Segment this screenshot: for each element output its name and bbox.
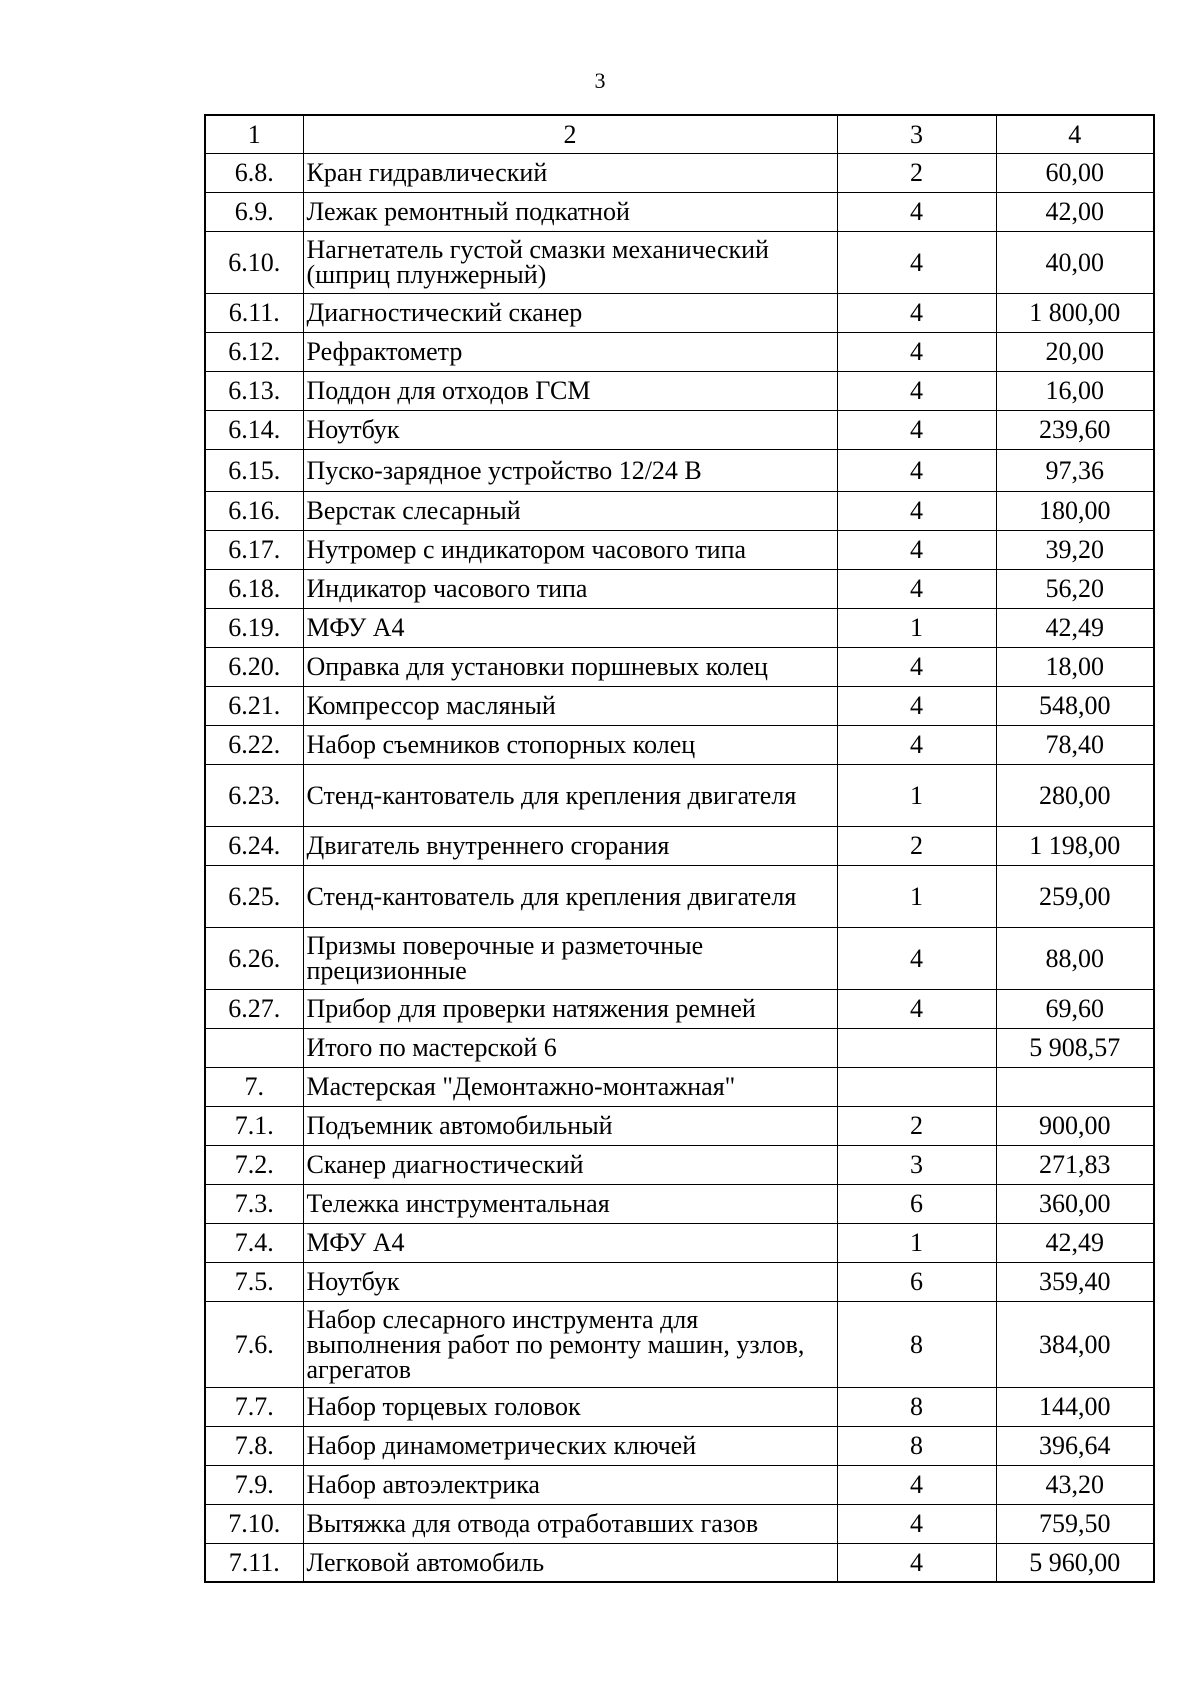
row-quantity-cell: 4: [837, 647, 996, 686]
row-number-cell: 6.21.: [205, 686, 303, 725]
row-number-cell: 6.8.: [205, 153, 303, 192]
row-number-cell: 6.23.: [205, 764, 303, 826]
row-amount-cell: 16,00: [996, 371, 1154, 410]
row-amount-cell: 280,00: [996, 764, 1154, 826]
row-number-cell: 6.16.: [205, 491, 303, 530]
row-quantity-cell: 2: [837, 153, 996, 192]
row-number-cell: 7.5.: [205, 1262, 303, 1301]
row-amount-cell: 56,20: [996, 569, 1154, 608]
row-quantity-cell: 8: [837, 1387, 996, 1426]
row-name-cell: Легковой автомобиль: [303, 1543, 837, 1582]
row-amount-cell: 180,00: [996, 491, 1154, 530]
row-number-cell: 7.3.: [205, 1184, 303, 1223]
row-name-cell: Лежак ремонтный подкатной: [303, 192, 837, 231]
row-name-cell: Рефрактометр: [303, 332, 837, 371]
row-quantity-cell: 4: [837, 1504, 996, 1543]
table-row: [205, 1504, 1154, 1543]
row-quantity-cell: 4: [837, 1465, 996, 1504]
table-row: [205, 865, 1154, 927]
row-quantity-cell: 8: [837, 1301, 996, 1387]
row-number-cell: 7.9.: [205, 1465, 303, 1504]
table-row: [205, 608, 1154, 647]
row-number-cell: 6.17.: [205, 530, 303, 569]
row-quantity-cell: 4: [837, 989, 996, 1028]
row-quantity-cell: 6: [837, 1184, 996, 1223]
table-row: [205, 686, 1154, 725]
row-amount-cell: 42,49: [996, 608, 1154, 647]
row-amount-cell: 97,36: [996, 449, 1154, 491]
table-body: [205, 115, 1154, 1582]
page-number: 3: [594, 68, 606, 93]
row-quantity-cell: 1: [837, 608, 996, 647]
row-quantity-cell: 8: [837, 1426, 996, 1465]
row-name-cell: Призмы поверочные и разметочные прецизионные: [303, 927, 837, 989]
row-name-cell: Стенд-кантователь для крепления двигателя: [303, 764, 837, 826]
row-amount-cell: 43,20: [996, 1465, 1154, 1504]
table-header-row: [205, 115, 1154, 153]
row-amount-cell: 759,50: [996, 1504, 1154, 1543]
row-quantity-cell: 4: [837, 530, 996, 569]
row-name-cell: Подъемник автомобильный: [303, 1106, 837, 1145]
row-name-cell: Набор слесарного инструмента для выполнения работ по ремонту машин, узлов, агрегатов: [303, 1301, 837, 1387]
row-number-cell: 6.26.: [205, 927, 303, 989]
row-name-cell: Набор съемников стопорных колец: [303, 725, 837, 764]
row-number-cell: 6.18.: [205, 569, 303, 608]
row-quantity-cell: 4: [837, 927, 996, 989]
row-amount-cell: 5 960,00: [996, 1543, 1154, 1582]
row-number-cell: 6.20.: [205, 647, 303, 686]
row-amount-cell: 384,00: [996, 1301, 1154, 1387]
row-number-cell: 7.: [205, 1067, 303, 1106]
row-number-cell: 6.25.: [205, 865, 303, 927]
row-quantity-cell: 4: [837, 192, 996, 231]
table-row: [205, 927, 1154, 989]
row-number-cell: 7.11.: [205, 1543, 303, 1582]
row-name-cell: МФУ А4: [303, 1223, 837, 1262]
row-quantity-cell: 2: [837, 826, 996, 865]
row-number-cell: 6.10.: [205, 231, 303, 293]
table-row: [205, 725, 1154, 764]
row-amount-cell: 42,00: [996, 192, 1154, 231]
row-amount-cell: 1 800,00: [996, 293, 1154, 332]
row-number-cell: 6.14.: [205, 410, 303, 449]
header-cell-2: 2: [303, 115, 837, 153]
row-number-cell: 7.4.: [205, 1223, 303, 1262]
table-row: [205, 764, 1154, 826]
row-name-cell: Прибор для проверки натяжения ремней: [303, 989, 837, 1028]
table-row: [205, 1067, 1154, 1106]
table-row: [205, 1145, 1154, 1184]
table-row: [205, 293, 1154, 332]
table-row: [205, 491, 1154, 530]
row-quantity-cell: 1: [837, 865, 996, 927]
table-row: [205, 1465, 1154, 1504]
row-name-cell: Нутромер с индикатором часового типа: [303, 530, 837, 569]
row-name-cell: Ноутбук: [303, 1262, 837, 1301]
row-number-cell: 6.19.: [205, 608, 303, 647]
row-number-cell: 7.6.: [205, 1301, 303, 1387]
row-quantity-cell: 4: [837, 293, 996, 332]
row-number-cell: 6.11.: [205, 293, 303, 332]
row-name-cell: Стенд-кантователь для крепления двигателя: [303, 865, 837, 927]
header-cell-1: 1: [205, 115, 303, 153]
row-name-cell: МФУ А4: [303, 608, 837, 647]
row-name-cell: Ноутбук: [303, 410, 837, 449]
table-row: [205, 192, 1154, 231]
row-amount-cell: 144,00: [996, 1387, 1154, 1426]
table-row: [205, 569, 1154, 608]
row-amount-cell: 239,60: [996, 410, 1154, 449]
row-amount-cell: 900,00: [996, 1106, 1154, 1145]
row-amount-cell: [996, 1067, 1154, 1106]
table-row: [205, 826, 1154, 865]
row-quantity-cell: 4: [837, 491, 996, 530]
table-row: [205, 1262, 1154, 1301]
table-row: [205, 1184, 1154, 1223]
table-row: [205, 989, 1154, 1028]
row-amount-cell: 20,00: [996, 332, 1154, 371]
row-amount-cell: 88,00: [996, 927, 1154, 989]
row-name-cell: Оправка для установки поршневых колец: [303, 647, 837, 686]
row-amount-cell: 69,60: [996, 989, 1154, 1028]
table-row: [205, 1223, 1154, 1262]
row-quantity-cell: 2: [837, 1106, 996, 1145]
row-name-cell: Нагнетатель густой смазки механический (шприц плунжерный): [303, 231, 837, 293]
row-name-cell: Компрессор масляный: [303, 686, 837, 725]
row-quantity-cell: 4: [837, 1543, 996, 1582]
table-row: [205, 1387, 1154, 1426]
row-amount-cell: 42,49: [996, 1223, 1154, 1262]
row-quantity-cell: 4: [837, 725, 996, 764]
row-quantity-cell: 1: [837, 764, 996, 826]
row-number-cell: 7.10.: [205, 1504, 303, 1543]
table-row: [205, 647, 1154, 686]
row-quantity-cell: 4: [837, 569, 996, 608]
row-number-cell: 6.24.: [205, 826, 303, 865]
row-quantity-cell: 4: [837, 449, 996, 491]
row-amount-cell: 359,40: [996, 1262, 1154, 1301]
row-number-cell: [205, 1028, 303, 1067]
row-amount-cell: 396,64: [996, 1426, 1154, 1465]
row-amount-cell: 60,00: [996, 153, 1154, 192]
row-amount-cell: 360,00: [996, 1184, 1154, 1223]
row-quantity-cell: 4: [837, 686, 996, 725]
row-name-cell: Итого по мастерской 6: [303, 1028, 837, 1067]
table-row: [205, 1028, 1154, 1067]
row-name-cell: Набор торцевых головок: [303, 1387, 837, 1426]
header-cell-4: 4: [996, 115, 1154, 153]
table-row: [205, 371, 1154, 410]
table-row: [205, 231, 1154, 293]
table-row: [205, 449, 1154, 491]
row-name-cell: Пуско-зарядное устройство 12/24 В: [303, 449, 837, 491]
row-name-cell: Кран гидравлический: [303, 153, 837, 192]
row-name-cell: Вытяжка для отвода отработавших газов: [303, 1504, 837, 1543]
row-amount-cell: 18,00: [996, 647, 1154, 686]
header-cell-3: 3: [837, 115, 996, 153]
row-number-cell: 6.22.: [205, 725, 303, 764]
row-amount-cell: 39,20: [996, 530, 1154, 569]
table-row: [205, 332, 1154, 371]
row-quantity-cell: 6: [837, 1262, 996, 1301]
row-amount-cell: 1 198,00: [996, 826, 1154, 865]
row-name-cell: Набор динамометрических ключей: [303, 1426, 837, 1465]
row-name-cell: Верстак слесарный: [303, 491, 837, 530]
row-amount-cell: 5 908,57: [996, 1028, 1154, 1067]
row-amount-cell: 548,00: [996, 686, 1154, 725]
row-quantity-cell: 1: [837, 1223, 996, 1262]
row-name-cell: Сканер диагностический: [303, 1145, 837, 1184]
row-quantity-cell: 3: [837, 1145, 996, 1184]
row-number-cell: 7.1.: [205, 1106, 303, 1145]
row-number-cell: 6.15.: [205, 449, 303, 491]
row-name-cell: Тележка инструментальная: [303, 1184, 837, 1223]
table-row: [205, 153, 1154, 192]
row-amount-cell: 259,00: [996, 865, 1154, 927]
row-quantity-cell: 4: [837, 231, 996, 293]
row-number-cell: 7.2.: [205, 1145, 303, 1184]
table-row: [205, 410, 1154, 449]
row-name-cell: Поддон для отходов ГСМ: [303, 371, 837, 410]
table-row: [205, 1426, 1154, 1465]
row-name-cell: Мастерская "Демонтажно-монтажная": [303, 1067, 837, 1106]
row-quantity-cell: 4: [837, 332, 996, 371]
row-number-cell: 7.7.: [205, 1387, 303, 1426]
equipment-table: [204, 114, 1155, 1583]
row-quantity-cell: [837, 1067, 996, 1106]
row-quantity-cell: 4: [837, 371, 996, 410]
row-number-cell: 6.12.: [205, 332, 303, 371]
row-quantity-cell: 4: [837, 410, 996, 449]
table-row: [205, 1106, 1154, 1145]
row-amount-cell: 78,40: [996, 725, 1154, 764]
row-name-cell: Двигатель внутреннего сгорания: [303, 826, 837, 865]
row-amount-cell: 271,83: [996, 1145, 1154, 1184]
row-name-cell: Набор автоэлектрика: [303, 1465, 837, 1504]
table-row: [205, 1543, 1154, 1582]
row-amount-cell: 40,00: [996, 231, 1154, 293]
table-row: [205, 1301, 1154, 1387]
row-quantity-cell: [837, 1028, 996, 1067]
row-number-cell: 6.13.: [205, 371, 303, 410]
table-row: [205, 530, 1154, 569]
row-name-cell: Индикатор часового типа: [303, 569, 837, 608]
row-number-cell: 6.9.: [205, 192, 303, 231]
row-name-cell: Диагностический сканер: [303, 293, 837, 332]
row-number-cell: 7.8.: [205, 1426, 303, 1465]
row-number-cell: 6.27.: [205, 989, 303, 1028]
